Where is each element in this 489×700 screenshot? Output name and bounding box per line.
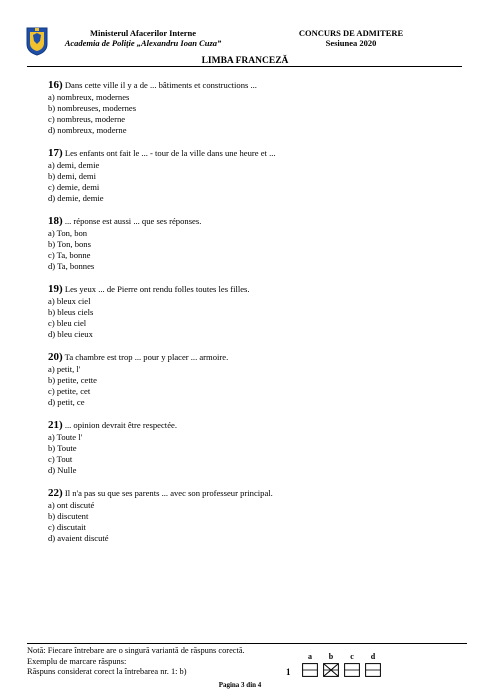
marking-example	[286, 652, 406, 682]
answer-option: b) bleus ciels	[48, 307, 94, 317]
question-number: 22)	[48, 487, 63, 499]
question-stem	[48, 148, 458, 159]
question-item	[48, 80, 458, 136]
example-letter-a: a	[308, 652, 312, 661]
answer-option: c) Ta, bonne	[48, 250, 91, 260]
example-question-number: 1	[286, 667, 291, 677]
answer-option: b) petite, cette	[48, 375, 97, 385]
question-number: 16)	[48, 79, 63, 91]
answer-option: c) Tout	[48, 454, 73, 464]
question-stem	[48, 216, 458, 227]
subject-title: LIMBA FRANCEZĂ	[201, 56, 289, 66]
contest-header	[296, 28, 406, 48]
question-stem	[48, 80, 458, 91]
question-stem	[48, 352, 458, 363]
note-line-1: Notă: Fiecare întrebare are o singură variantă de răspuns corectă.	[27, 646, 245, 655]
answer-option: d) petit, ce	[48, 397, 85, 407]
question-text: Les enfants ont fait le ... - tour de la ville dans une heure et ...	[64, 148, 276, 158]
police-academy-crest-icon	[26, 26, 48, 56]
example-letter-b: b	[328, 652, 334, 661]
note-line-2: Exemplu de marcare răspuns:	[27, 656, 127, 666]
question-item	[48, 420, 458, 476]
answer-option: a) Toute l'	[48, 432, 83, 442]
question-list	[48, 80, 458, 556]
question-text: ... opinion devrait être respectée.	[64, 420, 177, 430]
answer-option: a) ont discuté	[48, 500, 95, 510]
answer-option: d) avaient discuté	[48, 533, 109, 543]
question-text: Dans cette ville il y a de ... bâtiments et constructions ...	[64, 80, 257, 90]
answer-option: d) Nulle	[48, 465, 77, 475]
answer-option: a) petit, l'	[48, 364, 81, 374]
contest-title: CONCURS DE ADMITERE	[298, 28, 404, 38]
answer-option: c) demie, demi	[48, 182, 100, 192]
question-item	[48, 148, 458, 204]
example-box	[344, 663, 360, 677]
question-text: Il n'a pas su que ses parents ... avec son professeur principal.	[64, 488, 273, 498]
question-item	[48, 488, 458, 544]
question-number: 20)	[48, 351, 63, 363]
answer-option: c) nombreus, moderne	[48, 114, 126, 124]
answer-option: a) nombreux, modernes	[48, 92, 130, 102]
header-divider	[27, 66, 462, 67]
answer-option: d) nombreux, moderne	[48, 125, 127, 135]
answer-option: a) Ton, bon	[48, 228, 88, 238]
question-number: 18)	[48, 215, 63, 227]
note-line-3: Răspuns considerat corect la întrebarea nr. 1: b)	[27, 667, 187, 676]
footer-divider	[27, 643, 467, 644]
answer-option: b) Toute	[48, 443, 77, 453]
example-box-marked	[323, 663, 339, 677]
answer-option: c) bleu ciel	[48, 318, 87, 328]
example-letter-d: d	[370, 652, 376, 661]
example-box	[365, 663, 381, 677]
ministry-name: Ministerul Afacerilor Interne	[89, 28, 197, 38]
example-letter-c: c	[350, 652, 354, 661]
question-stem	[48, 284, 458, 295]
answer-option: d) bleu cieux	[48, 329, 93, 339]
question-number: 19)	[48, 283, 63, 295]
answer-option: c) discutait	[48, 522, 86, 532]
answer-option: d) Ta, bonnes	[48, 261, 95, 271]
answer-option: d) demie, demie	[48, 193, 104, 203]
question-text: Ta chambre est trop ... pour y placer ... armoire.	[64, 352, 229, 362]
page-number: Pagina 3 din 4	[218, 681, 262, 689]
example-box	[302, 663, 318, 677]
answer-option: b) demi, demi	[48, 171, 96, 181]
answer-option: b) Ton, bons	[48, 239, 91, 249]
question-number: 21)	[48, 419, 63, 431]
answer-option: c) petite, cet	[48, 386, 91, 396]
question-stem	[48, 420, 458, 431]
session-label: Sesiunea 2020	[325, 38, 377, 48]
question-item	[48, 216, 458, 272]
question-number: 17)	[48, 147, 63, 159]
institution-header	[48, 28, 238, 48]
question-item	[48, 352, 458, 408]
academy-name: Academia de Poliție „Alexandru Ioan Cuza”	[64, 38, 222, 48]
question-text: ... réponse est aussi ... que ses réponses.	[64, 216, 202, 226]
answer-note	[27, 646, 327, 678]
answer-option: a) demi, demie	[48, 160, 100, 170]
answer-option: b) nombreuses, modernes	[48, 103, 137, 113]
answer-option: a) bleux ciel	[48, 296, 91, 306]
question-text: Les yeux ... de Pierre ont rendu folles toutes les filles.	[64, 284, 250, 294]
question-item	[48, 284, 458, 340]
answer-option: b) discutent	[48, 511, 89, 521]
question-stem	[48, 488, 458, 499]
